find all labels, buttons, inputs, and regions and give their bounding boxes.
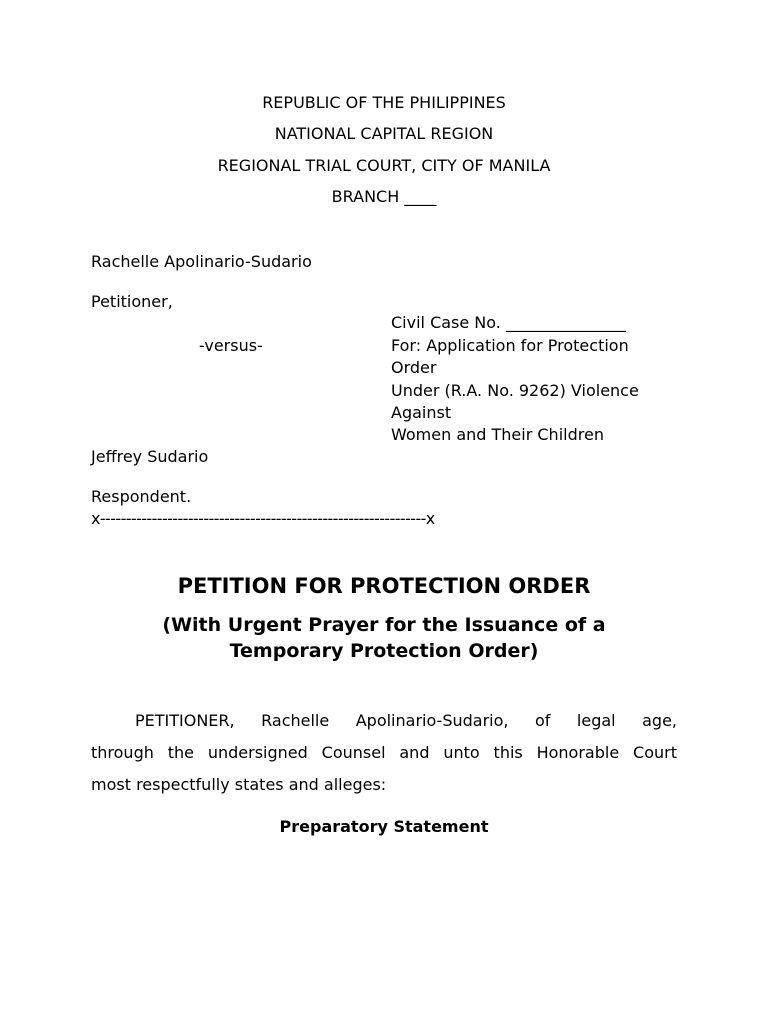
paragraph-line-2: through the undersigned Counsel and unto this Honorable Court (91, 743, 677, 762)
paragraph-line-1: PETITIONER, Rachelle Apolinario-Sudario, of legal age, (135, 711, 677, 730)
civil-case-number: Civil Case No. _______________ (391, 313, 626, 332)
header-republic: REPUBLIC OF THE PHILIPPINES (262, 93, 506, 112)
document-title: PETITION FOR PROTECTION ORDER (177, 574, 591, 598)
versus-label: -versus- (199, 336, 263, 355)
header-court: REGIONAL TRIAL COURT, CITY OF MANILA (217, 156, 551, 175)
header-branch: BRANCH ____ (331, 187, 437, 206)
respondent-name: Jeffrey Sudario (91, 447, 209, 466)
document-subtitle-line2: Temporary Protection Order) (229, 640, 539, 662)
case-under-line: Under (R.A. No. 9262) Violence (391, 381, 639, 400)
section-heading: Preparatory Statement (279, 817, 489, 836)
paragraph-line-3: most respectfully states and alleges: (91, 775, 387, 794)
case-women-line: Women and Their Children (391, 425, 604, 444)
header-region: NATIONAL CAPITAL REGION (274, 124, 494, 143)
respondent-label: Respondent. (91, 487, 192, 506)
case-against-line: Against (391, 403, 452, 422)
petitioner-name: Rachelle Apolinario-Sudario (91, 252, 312, 271)
petitioner-label: Petitioner, (91, 292, 173, 311)
caption-divider: x---------------------------------------------------------------x (91, 509, 435, 528)
document-subtitle-line1: (With Urgent Prayer for the Issuance of a (162, 614, 606, 636)
case-for-line: For: Application for Protection (391, 336, 629, 355)
case-order-line: Order (391, 358, 437, 377)
